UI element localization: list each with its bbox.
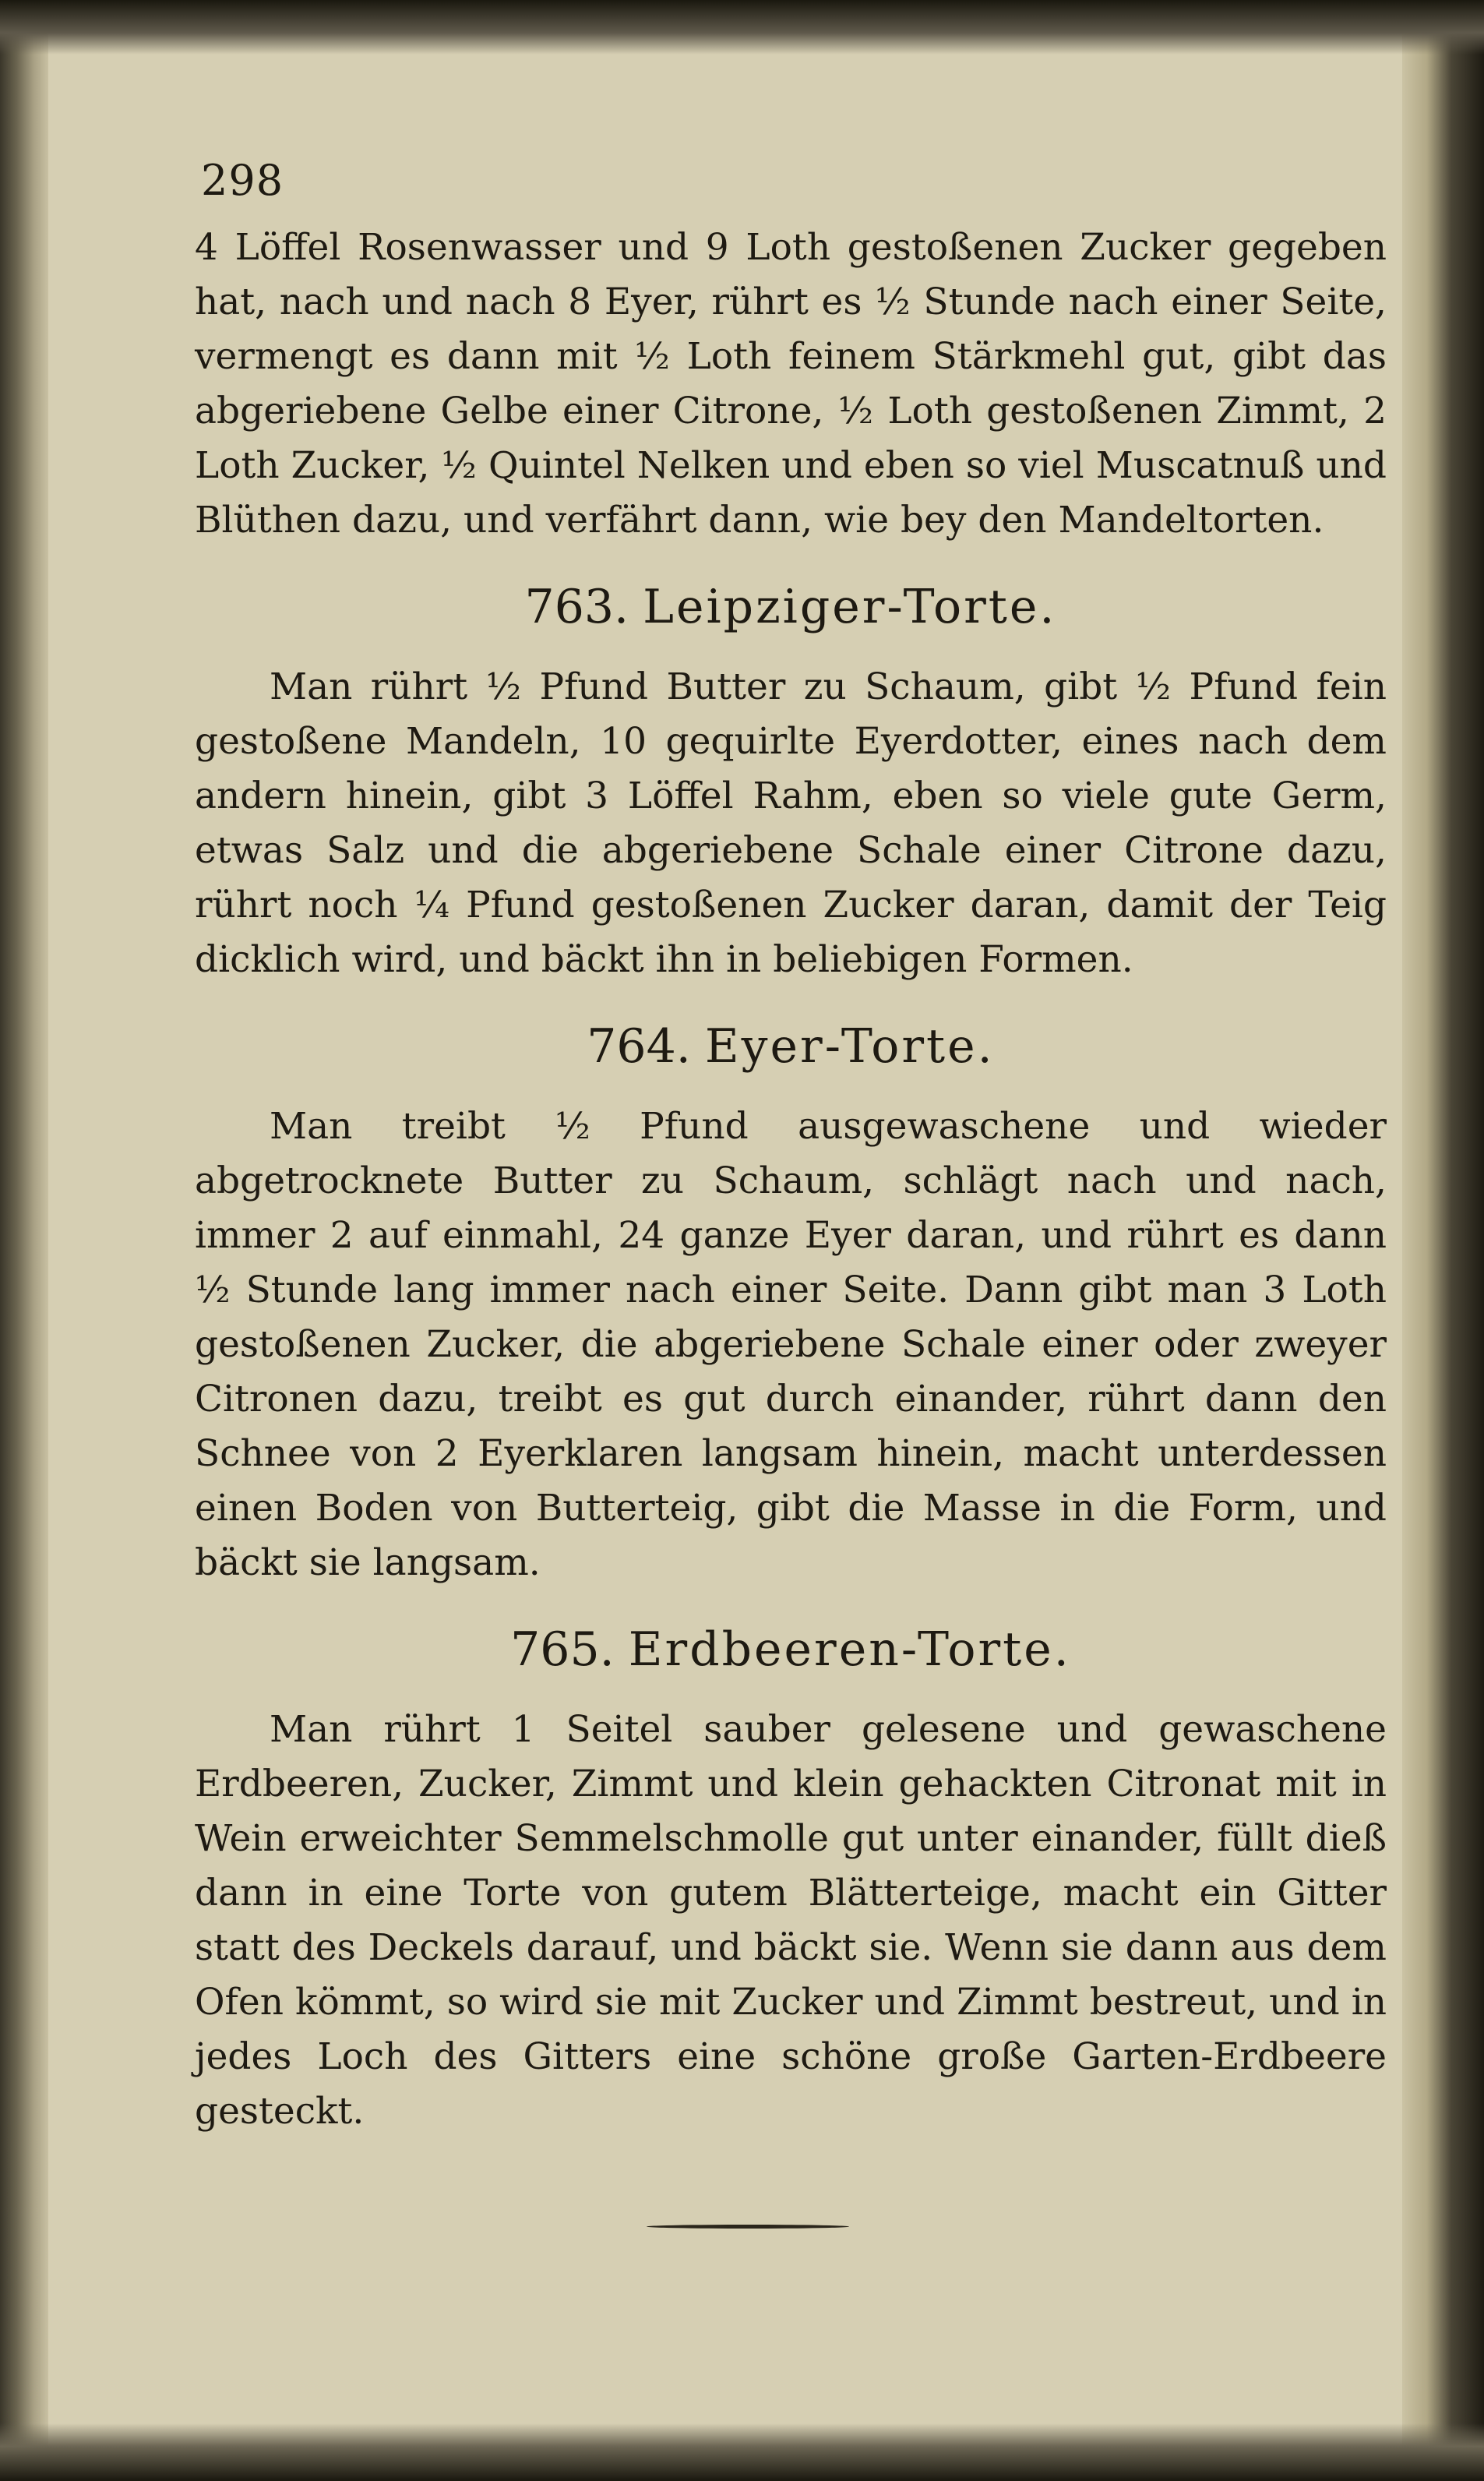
recipe-text-763: Man rührt ½ Pfund Butter zu Schaum, gibt ½ Pfund fein gestoßene Mandeln, 10 gequirlte Eyerdotter, eines nach dem andern hinein, gibt 3 Löffel Rahm, eben so viele gute Germ, etwas Salz und die abgeriebene Schale einer Citrone dazu, rührt noch ¼ Pfund gestoßenen Zucker daran, damit der Teig dicklich wird, und bäckt ihn in beliebigen Formen. [195,665,1387,981]
page-stack-edge [0,0,48,2481]
book-gutter [1402,0,1484,2481]
recipe-number: 763. [524,580,629,634]
recipe-number: 764. [587,1019,691,1074]
top-scan-shadow [0,0,1484,55]
recipe-heading-763 [195,576,1387,638]
recipe-title: Erdbeeren-Torte. [628,1622,1071,1677]
recipe-text-764: Man treibt ½ Pfund ausgewaschene und wieder abgetrocknete Butter zu Schaum, schlägt nach und nach, immer 2 auf einmahl, 24 ganze Eyer daran, und rührt es dann ½ Stunde lang immer nach einer Seite. Dann gibt man 3 Loth gestoßenen Zucker, die abgeriebene Schale einer oder zweyer Citronen dazu, treibt es gut durch einander, rührt dann den Schnee von 2 Eyerklaren langsam hinein, macht unterdessen einen Boden von Butterteig, gibt die Masse in die Form, und bäckt sie langsam. [195,1105,1387,1584]
page-number: 298 [201,156,284,205]
recipe-heading-764 [195,1015,1387,1078]
recipe-number: 765. [510,1622,615,1677]
recipe-text-765: Man rührt 1 Seitel sauber gelesene und gewaschene Erdbeeren, Zucker, Zimmt und klein gehackten Citronat mit in Wein erweichter Semmelschmolle gut unter einander, füllt dieß dann in eine Torte von gutem Blätterteige, macht ein Gitter statt des Deckels darauf, und bäckt sie. Wenn sie dann aus dem Ofen kömmt, so wird sie mit Zucker und Zimmt bestreut, und in jedes Loch des Gitters eine schöne große Garten-Erdbeere gesteckt. [195,1708,1387,2133]
intro-paragraph: 4 Löffel Rosenwasser und 9 Loth gestoßenen Zucker gegeben hat, nach und nach 8 Eyer, rührt es ½ Stunde nach einer Seite, vermengt es dann mit ½ Loth feinem Stärkmehl gut, gibt das abgeriebene Gelbe einer Citrone, ½ Loth gestoßenen Zimmt, 2 Loth Zucker, ½ Quintel Nelken und eben so viel Muscatnuß und Blüthen dazu, und verfährt dann, wie bey den Mandeltorten. [195,226,1387,542]
page-text [195,156,1387,2229]
bottom-scan-shadow [0,2423,1484,2481]
recipe-title: Leipziger-Torte. [643,580,1057,634]
recipe-heading-765 [195,1618,1387,1681]
recipe-title: Eyer-Torte. [704,1019,995,1074]
end-ornament-rule [647,2225,849,2229]
